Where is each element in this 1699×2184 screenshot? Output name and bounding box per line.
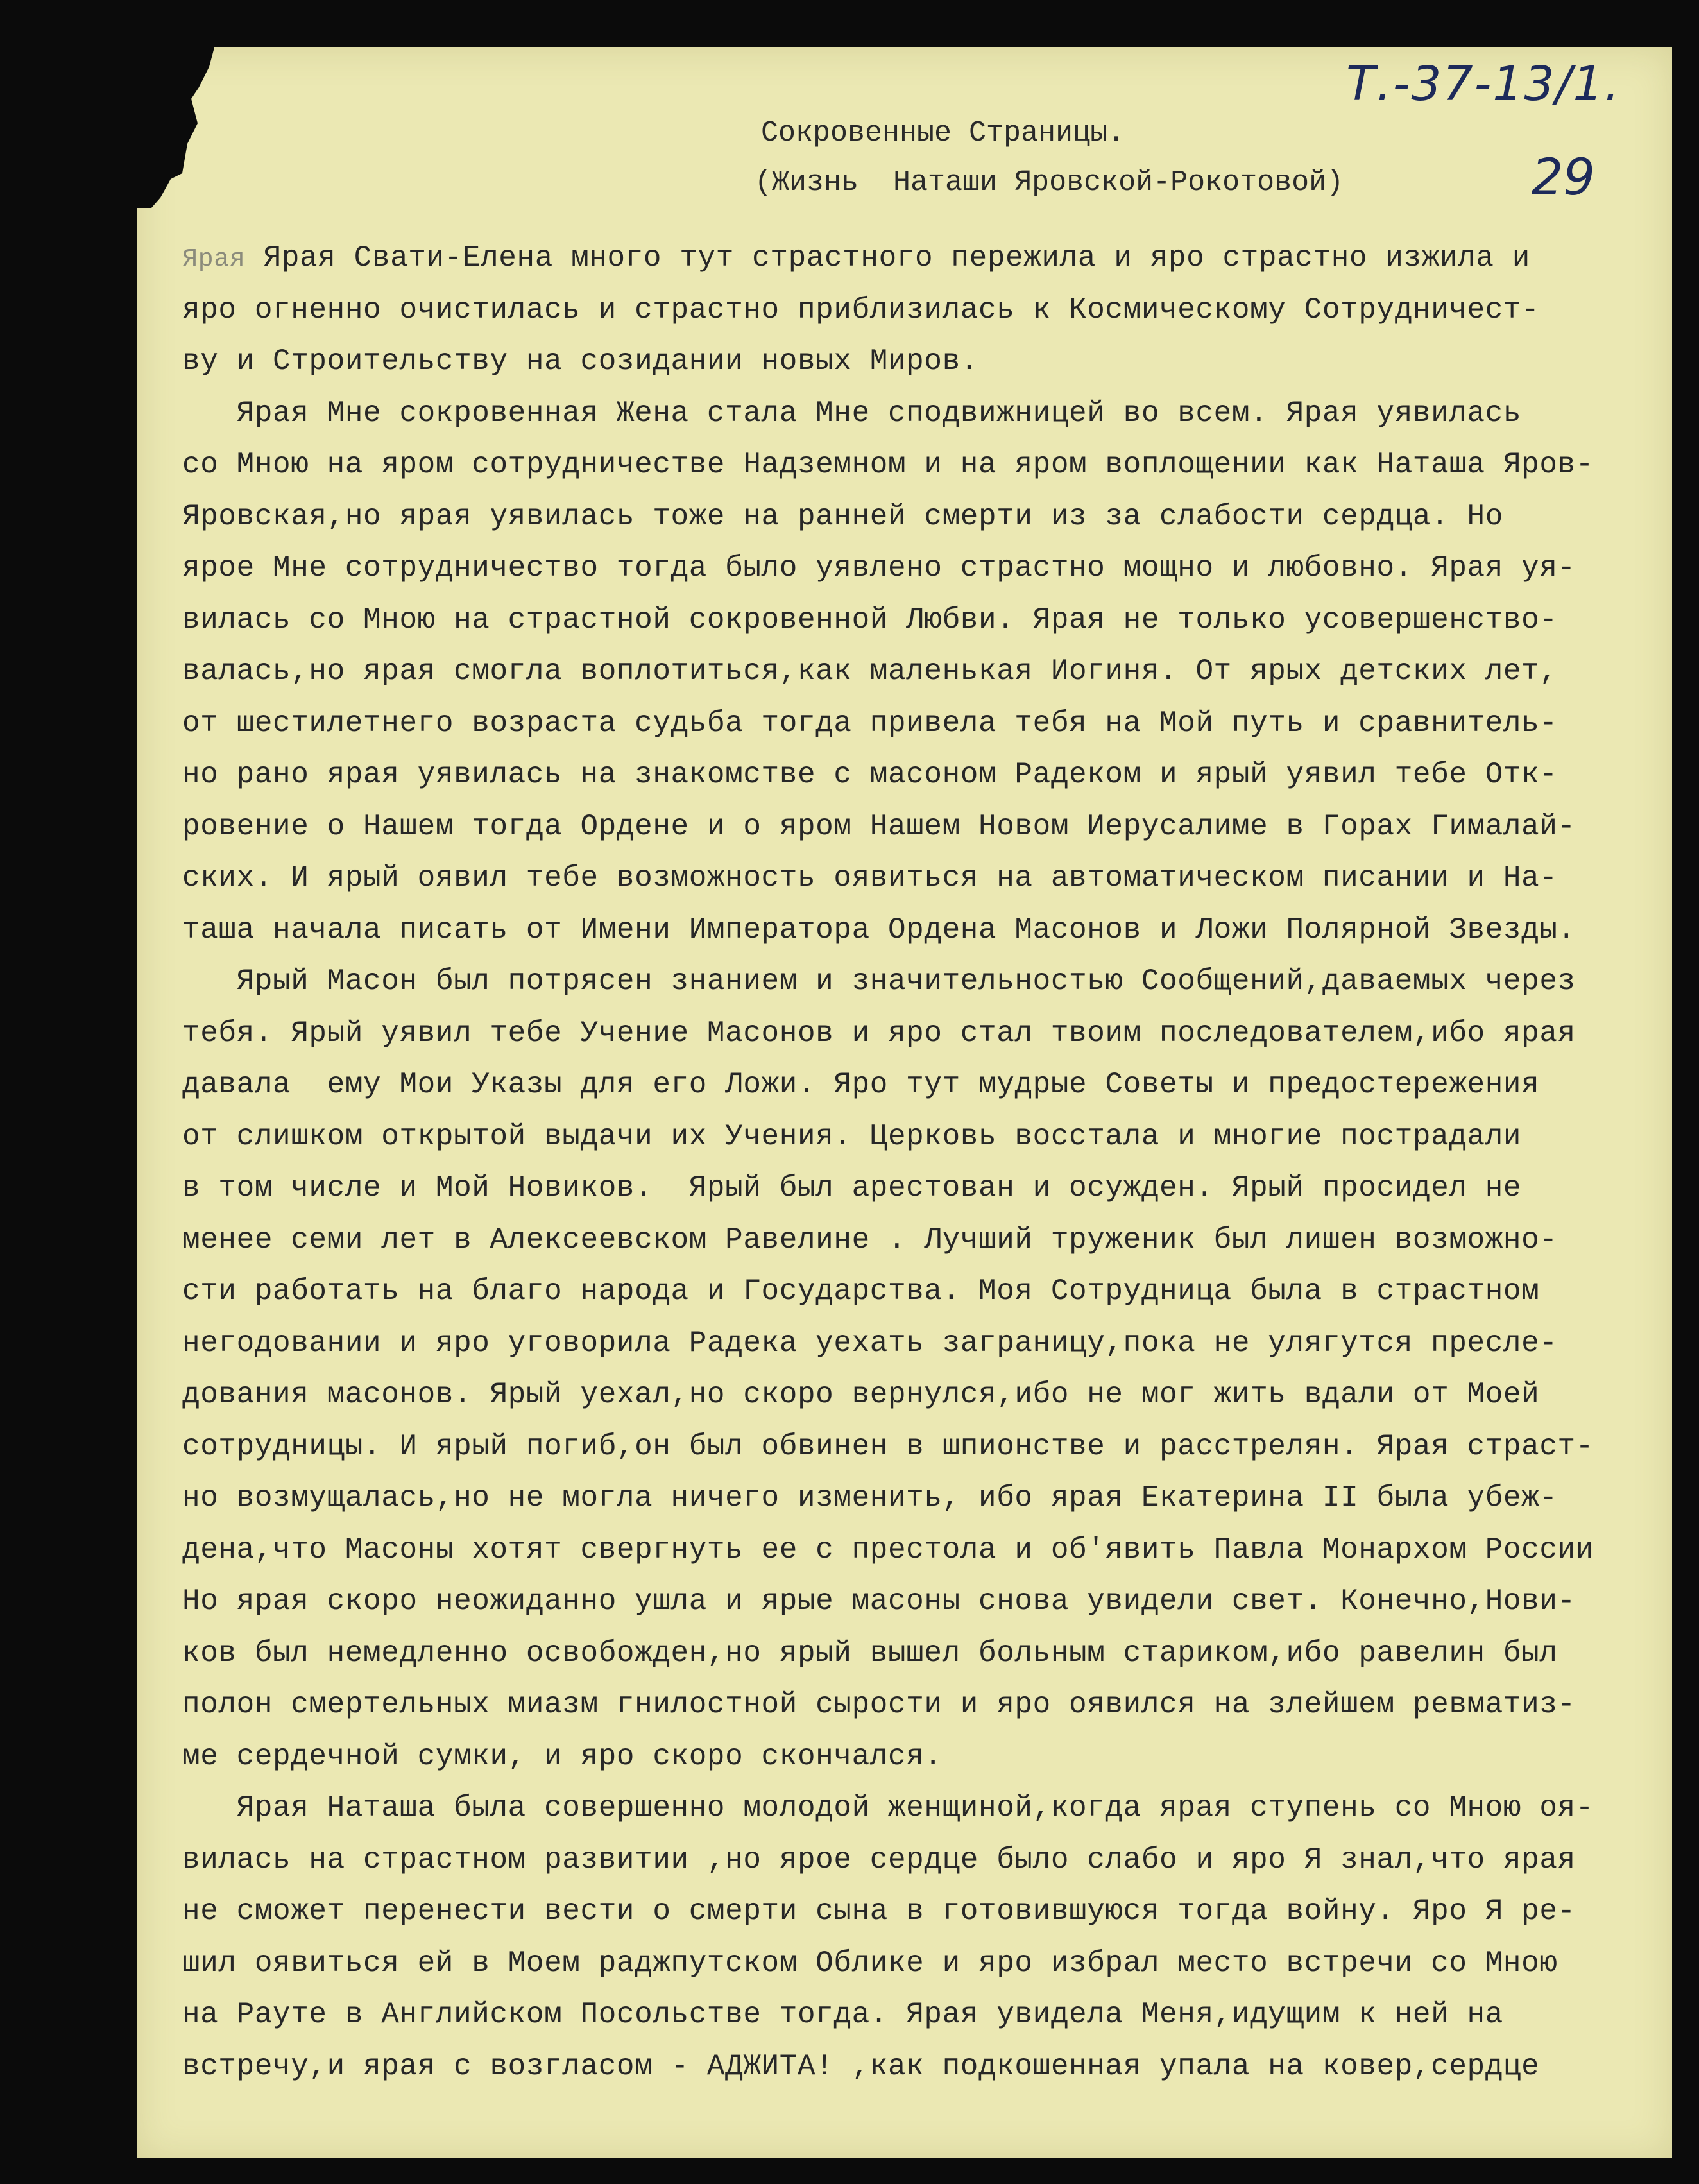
- text-line: шил оявиться ей в Моем раджпутском Облике и яро избрал место встречи со Мною: [182, 1946, 1558, 1980]
- text-line: полон смертельных миазм гнилостной сырости и яро оявился на злейшем ревматиз-: [182, 1688, 1576, 1721]
- text-line: сотрудницы. И ярый погиб,он был обвинен в шпионстве и расстрелян. Ярая страст-: [182, 1429, 1594, 1463]
- document-body: [182, 232, 1639, 2092]
- text-line: Но ярая скоро неожиданно ушла и ярые масоны снова увидели свет. Конечно,Нови-: [182, 1585, 1576, 1618]
- typewritten-page: [137, 47, 1672, 2158]
- text-line: но рано ярая уявилась на знакомстве с масоном Радеком и ярый уявил тебе Отк-: [182, 758, 1558, 791]
- text-line: ских. И ярый оявил тебе возможность оявиться на автоматическом писании и На-: [182, 861, 1558, 895]
- text-line: не сможет перенести вести о смерти сына в готовившуюся тогда войну. Яро Я ре-: [182, 1895, 1576, 1928]
- text-line: Ярая Ярая Свати-Елена много тут страстного пережила и яро страстно изжила и: [182, 241, 1530, 275]
- text-line: в том числе и Мой Новиков. Ярый был арестован и осужден. Ярый просидел не: [182, 1171, 1522, 1205]
- text-line: вилась со Мною на страстной сокровенной Любви. Ярая не только усовершенство-: [182, 603, 1558, 637]
- text-line: со Мною на яром сотрудничестве Надземном и на яром воплощении как Наташа Яров-: [182, 448, 1594, 481]
- document-subtitle: (Жизнь Наташи Яровской-Рокотовой): [755, 166, 1344, 199]
- text-line: от слишком открытой выдачи их Учения. Церковь восстала и многие пострадали: [182, 1119, 1522, 1153]
- text-line: встречу,и ярая с возгласом - АДЖИТА! ,как подкошенная упала на ковер,сердце: [182, 2049, 1540, 2083]
- folio-number: 29: [1531, 149, 1595, 207]
- text-line: Ярый Масон был потрясен знанием и значительностью Сообщений,даваемых через: [182, 965, 1576, 998]
- text-line: валась,но ярая смогла воплотиться,как маленькая Иогиня. От ярых детских лет,: [182, 655, 1558, 688]
- text-line: но возмущалась,но не могла ничего изменить, ибо ярая Екатерина II была убеж-: [182, 1481, 1558, 1515]
- text-line: сти работать на благо народа и Государства. Моя Сотрудница была в страстном: [182, 1275, 1540, 1308]
- text-line: Ярая Наташа была совершенно молодой женщиной,когда ярая ступень со Мною оя-: [182, 1791, 1594, 1825]
- text-line: Яровская,но ярая уявилась тоже на ранней смерти из за слабости сердца. Но: [182, 499, 1503, 533]
- text-line: от шестилетнего возраста судьба тогда привела тебя на Мой путь и сравнитель-: [182, 706, 1558, 740]
- text-line: на Рауте в Английском Посольстве тогда. Ярая увидела Меня,идущим к ней на: [182, 1998, 1503, 2031]
- torn-corner: [137, 47, 227, 208]
- text-line: менее семи лет в Алексеевском Равелине . Лучший труженик был лишен возможно-: [182, 1223, 1558, 1257]
- text-line: дена,что Масоны хотят свергнуть ее с престола и об'явить Павла Монархом России: [182, 1533, 1594, 1567]
- text-line: дования масонов. Ярый уехал,но скоро вернулся,ибо не мог жить вдали от Моей: [182, 1378, 1540, 1411]
- text-line: таша начала писать от Имени Императора Ордена Масонов и Ложи Полярной Звезды.: [182, 913, 1576, 947]
- text-line: давала ему Мои Указы для его Ложи. Яро тут мудрые Советы и предостережения: [182, 1068, 1540, 1101]
- text-line: Ярая Мне сокровенная Жена стала Мне сподвижницей во всем. Ярая уявилась: [182, 396, 1522, 430]
- margin-ghost-text: Ярая: [182, 245, 246, 274]
- text-line: вилась на страстном развитии ,но ярое сердце было слабо и яро Я знал,что ярая: [182, 1843, 1576, 1877]
- text-line: ме сердечной сумки, и яро скоро скончался.: [182, 1739, 943, 1773]
- text-line: негодовании и яро уговорила Радека уехать заграницу,пока не улягутся пресле-: [182, 1326, 1558, 1360]
- text-line: яро огненно очистилась и страстно приблизилась к Космическому Сотрудничест-: [182, 293, 1540, 327]
- text-line: тебя. Ярый уявил тебе Учение Масонов и яро стал твоим последователем,ибо ярая: [182, 1016, 1576, 1050]
- text-line: ву и Строительству на созидании новых Миров.: [182, 345, 978, 378]
- text-line: ровение о Нашем тогда Ордене и о яром Нашем Новом Иерусалиме в Горах Гималай-: [182, 809, 1576, 843]
- text-line: ярое Мне сотрудничество тогда было уявлено страстно мощно и любовно. Ярая уя-: [182, 551, 1576, 585]
- archive-reference: Т.-37-13/1.: [1346, 56, 1621, 112]
- text-line: ков был немедленно освобожден,но ярый вышел больным стариком,ибо равелин был: [182, 1636, 1558, 1670]
- document-title: Сокровенные Страницы.: [761, 117, 1125, 150]
